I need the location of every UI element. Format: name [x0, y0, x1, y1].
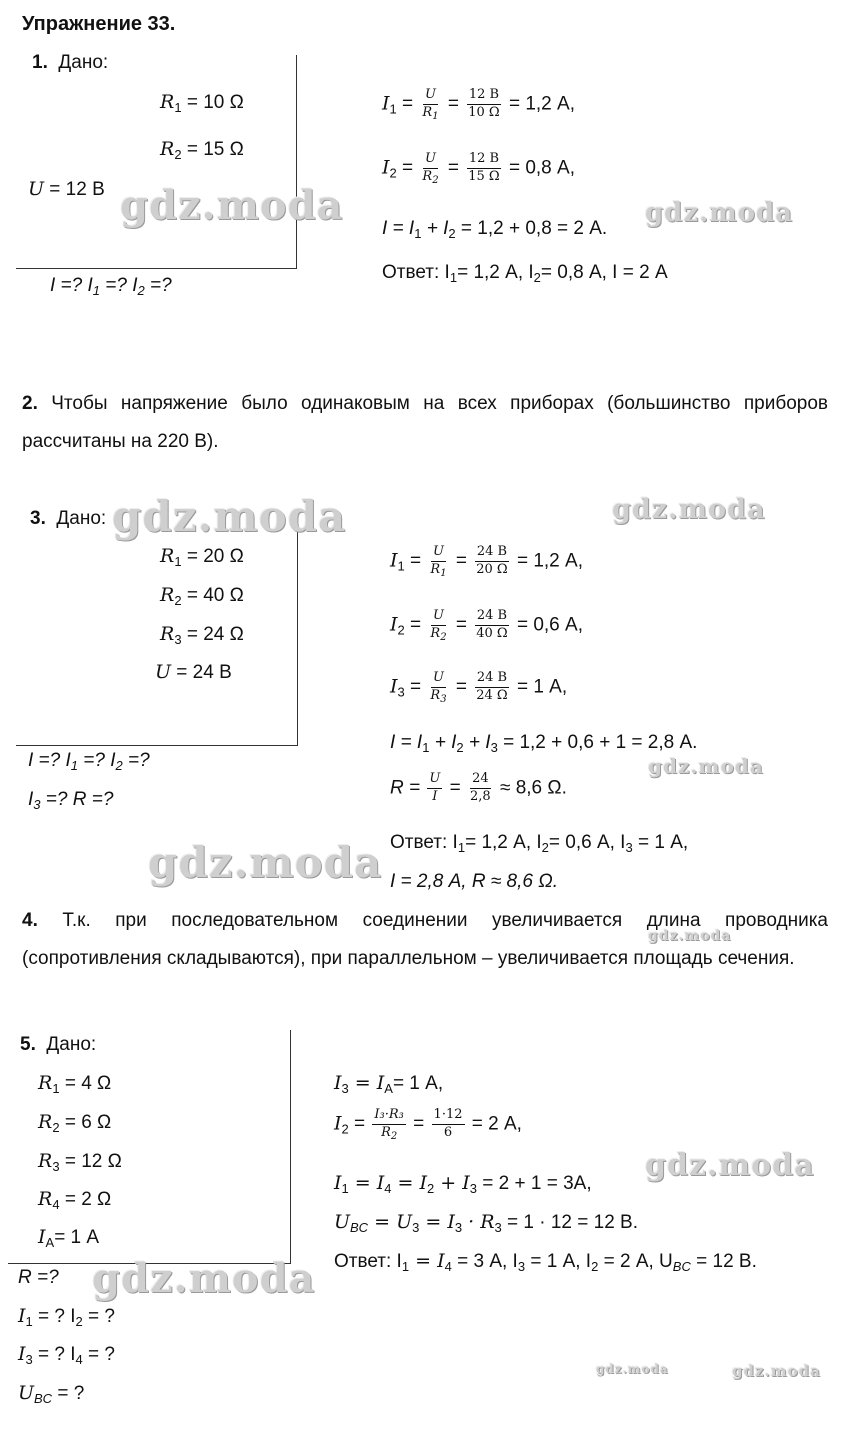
p5-given-ia: $I_A= 1$ А	[38, 1226, 100, 1250]
p5-given-r2: $R_2 = 6$ Ω	[38, 1111, 112, 1135]
p5-find-i3-i4: $I_3$ = ? $I_4$ = ?	[18, 1343, 115, 1367]
p5-given-heading: 5. Дано:	[20, 1034, 97, 1055]
p3-given-divider-v	[297, 512, 298, 745]
watermark-10: gdz.moda	[596, 1362, 669, 1376]
p3-given-u: U = 24 В	[155, 661, 232, 683]
p1-given-label: Дано:	[58, 52, 109, 73]
watermark-4: gdz.moda	[612, 494, 766, 525]
p3-find-1: I =? $I_1$ =? $I_2$ =?	[28, 750, 150, 773]
p5-find-r: R =?	[18, 1267, 59, 1288]
p5-given-r3: $R_3 = 12$ Ω	[38, 1150, 122, 1174]
p1-given-divider-v	[296, 55, 297, 268]
p4-text: 4. Т.к. при последовательном соединении увеличивается длина проводника (сопротивления складываются), при параллельном – увеличивается площадь сечения.	[22, 910, 828, 969]
p3-answer-2: I = 2,8 А, R ≈ 8,6 Ω.	[390, 871, 558, 892]
watermark-5: gdz.moda	[648, 754, 764, 778]
p5-given-r1: $R_1 = 4$ Ω	[38, 1072, 112, 1096]
p5-solution-i1-i4: $I_1 = I_4 = I_2 + I_3 = 2 + 1 = 3А$,	[334, 1172, 592, 1196]
p3-solution-sum: $I = I_1 + I_2 + I_3 = 1,2 + 0,6 + 1 = 2,8$ А.	[390, 732, 698, 755]
watermark-8: gdz.moda	[645, 1148, 815, 1183]
watermark-3: gdz.moda	[112, 492, 347, 541]
p3-solution-i2: $I_2$ = $\frac{U}{R_2}$ = $\frac{24 В}{40 \Omega}$ = 0,6 А,	[390, 608, 583, 643]
p3-answer-1: Ответ: $I_1= 1,2$ А, $I_2= 0,6$ А, $I_3 = 1$ А,	[390, 832, 689, 855]
p5-find-i1-i2: $I_1$ = ? $I_2$ = ?	[18, 1305, 115, 1329]
p3-solution-r: R = $\frac{U}{I}$ = $\frac{24}{2,8}$ ≈ 8,6 Ω.	[390, 771, 567, 804]
p3-given-r1: $R_1 = 20$ Ω	[160, 545, 244, 569]
exercise-title: Упражнение 33.	[22, 13, 176, 35]
p3-solution-i3: $I_3$ = $\frac{U}{R_3}$ = $\frac{24 В}{24 \Omega}$ = 1 А,	[390, 670, 568, 705]
p5-solution-i2: $I_2$ = $\frac{\text{I₃·R₃}}{R_2}$ = $\frac{1\cdot 12}{6}$ = 2 А,	[334, 1107, 522, 1142]
p1-solution-sum: $I = I_1 + I_2 = 1,2 + 0,8 = 2$ А.	[382, 218, 608, 241]
watermark-9: gdz.moda	[92, 1255, 316, 1302]
p1-given-r2: $R_2 = 15$ Ω	[160, 138, 244, 162]
p3-solution-i1: $I_1$ = $\frac{U}{R_1}$ = $\frac{24 В}{20 \Omega}$ = 1,2 А,	[390, 544, 583, 579]
p5-answer: Ответ: $I_1 = I_4 = 3$ А, $I_3 = 1$ А, $I_2 = 2$ А, $U_{BC} = 12$ В.	[334, 1250, 757, 1274]
p5-find-ubc: $U_{BC}$ = ?	[18, 1382, 85, 1406]
p5-solution-ubc: $U_{BC} = U_3 = I_3 \cdot R_3 = 1 \cdot 12 = 12$ В.	[334, 1211, 639, 1235]
p1-solution-i1: $I_1$ = $\frac{U}{R_1}$ = $\frac{12 В}{10 \Omega}$ = 1,2 А,	[382, 87, 575, 122]
watermark-1: gdz.moda	[120, 182, 344, 229]
p1-given-heading	[32, 52, 108, 75]
watermark-7: gdz.moda	[648, 928, 732, 944]
p1-answer: Ответ: $I_1= 1,2$ А, $I_2= 0,8$ А, I = 2 А	[382, 262, 668, 285]
p1-given-u: U = 12 В	[28, 178, 105, 200]
watermark-11: gdz.moda	[732, 1362, 821, 1380]
p5-solution-i3: $I_3 = I_A= 1$ А,	[334, 1072, 444, 1096]
p1-number: 1.	[32, 52, 48, 73]
p5-given-r4: $R_4 = 2$ Ω	[38, 1188, 112, 1212]
p5-given-divider-h	[8, 1263, 291, 1264]
p3-find-2: $I_3$ =? R =?	[28, 789, 114, 812]
p3-given-heading: 3. Дано:	[30, 508, 107, 529]
p1-given-divider-h	[16, 268, 297, 269]
p3-given-divider-h	[16, 745, 298, 746]
p1-find: I =? $I_1$ =? $I_2$ =?	[50, 275, 172, 298]
watermark-6: gdz.moda	[148, 838, 383, 887]
p1-solution-i2: $I_2$ = $\frac{U}{R_2}$ = $\frac{12 В}{15 \Omega}$ = 0,8 А,	[382, 151, 575, 186]
p5-given-divider-v	[290, 1030, 291, 1263]
p1-given-r1: $R_1 = 10$ Ω	[160, 91, 244, 115]
p3-given-r2: $R_2 = 40$ Ω	[160, 584, 244, 608]
watermark-2: gdz.moda	[645, 198, 794, 228]
p2-text: 2. Чтобы напряжение было одинаковым на всех приборах (большинство приборов рассчитаны на 220 В).	[22, 393, 828, 452]
p3-given-r3: $R_3 = 24$ Ω	[160, 623, 244, 647]
